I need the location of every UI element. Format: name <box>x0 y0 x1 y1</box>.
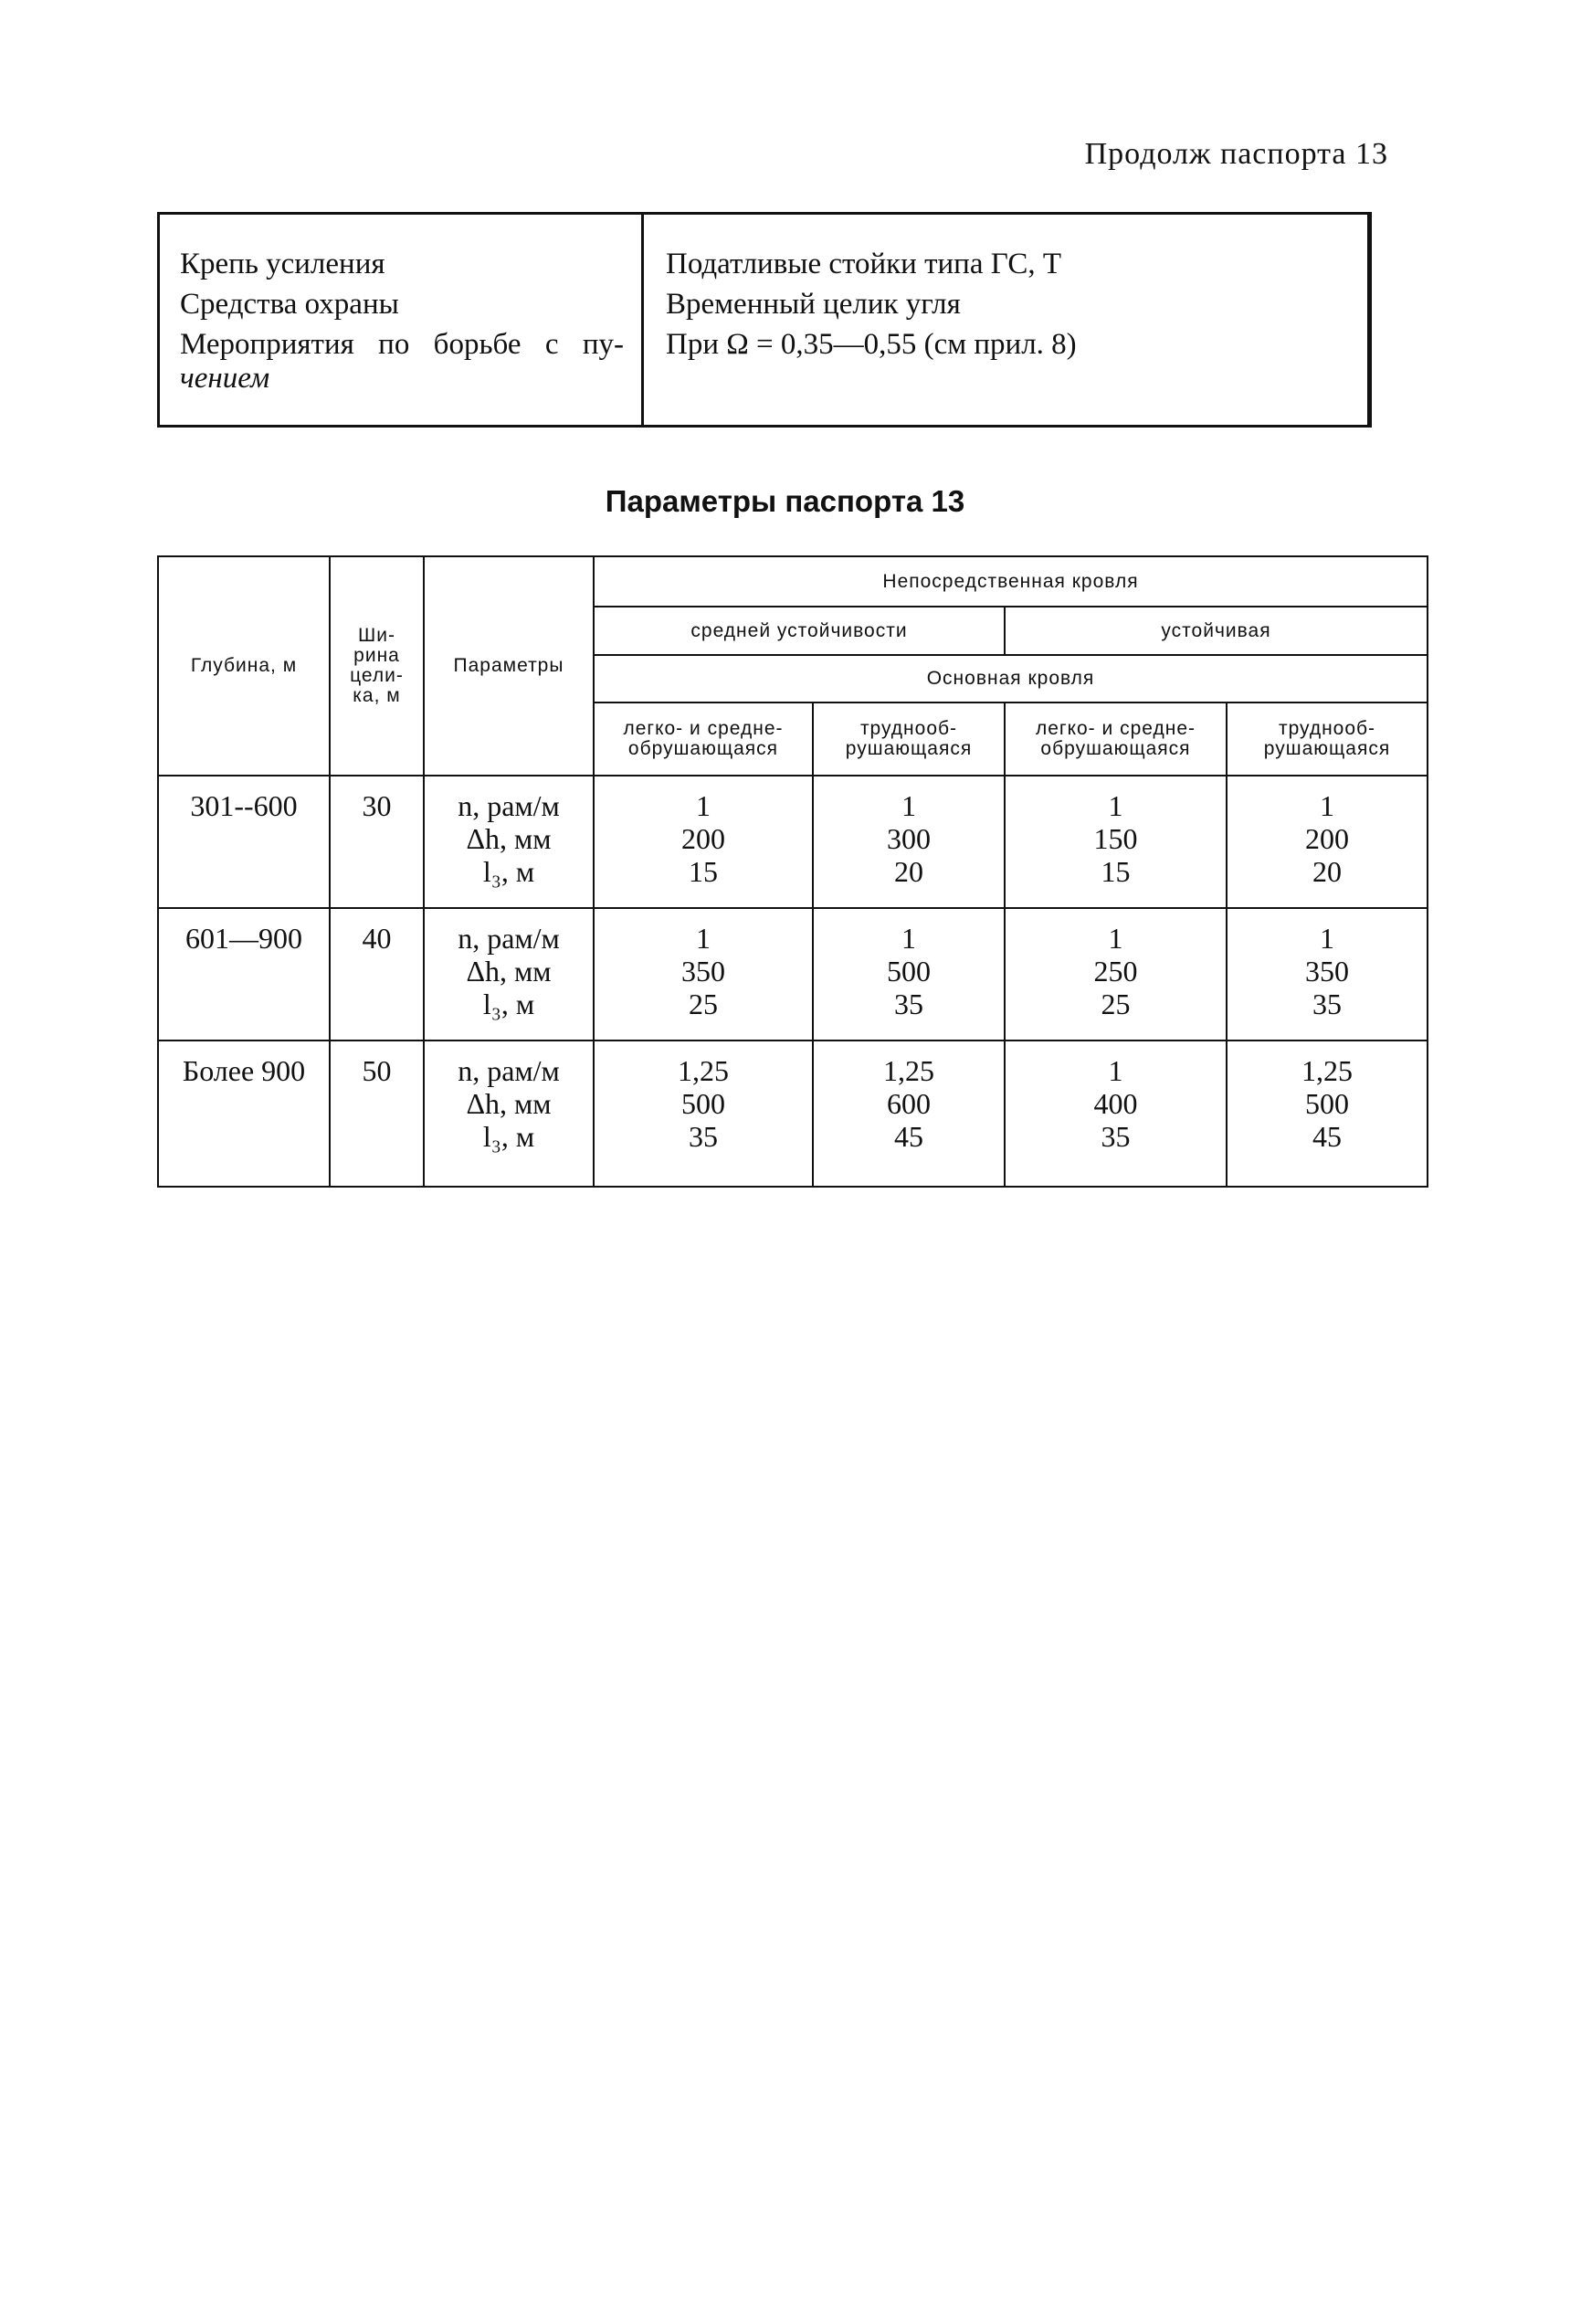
param-l3-label: l₃, м <box>482 988 535 1020</box>
value-cell <box>1005 908 1227 1041</box>
depth-cell: Более 900 <box>158 1041 330 1187</box>
value-cell <box>1227 1041 1428 1187</box>
param-dh-label: Δh, мм <box>466 955 552 988</box>
params-cell <box>424 776 594 908</box>
value-l3: 35 <box>1101 1120 1131 1153</box>
top-table <box>157 212 1372 428</box>
param-dh-label: Δh, мм <box>466 822 552 855</box>
depth-cell: 301--600 <box>158 776 330 908</box>
value-dh: 350 <box>681 955 725 988</box>
param-dh-label: Δh, мм <box>466 1087 552 1120</box>
value-n: 1 <box>1108 1054 1123 1087</box>
header-easy-caving-2: легко- и средне-обрушающаяся <box>1005 702 1227 776</box>
value-cell <box>813 776 1005 908</box>
table-row <box>158 776 1428 908</box>
measures-word-3: борьбе <box>433 328 522 361</box>
width-cell: 50 <box>330 1041 424 1187</box>
param-n-label: n, рам/м <box>458 922 560 955</box>
measures-value: При Ω = 0,35—0,55 (см прил. 8) <box>666 328 1077 361</box>
measures-word-4: с <box>544 328 559 361</box>
param-l3-label: l₃, м <box>482 1120 535 1153</box>
param-n-label: n, рам/м <box>458 789 560 822</box>
table-row <box>158 908 1428 1041</box>
measures-word-5: пу- <box>582 328 624 361</box>
top-table-right-cell <box>644 215 1367 425</box>
value-n: 1 <box>696 789 711 822</box>
header-stable: устойчивая <box>1005 607 1428 655</box>
value-l3: 45 <box>1312 1120 1342 1153</box>
param-n-label: n, рам/м <box>458 1054 560 1087</box>
value-cell <box>594 908 813 1041</box>
measures-word-1: Мероприятия <box>180 328 354 361</box>
section-title: Параметры паспорта 13 <box>605 484 965 518</box>
value-l3: 15 <box>689 855 718 888</box>
value-n: 1 <box>901 789 916 822</box>
value-dh: 500 <box>681 1087 725 1120</box>
value-cell <box>1005 1041 1227 1187</box>
measures-label-line <box>180 324 624 364</box>
value-l3: 35 <box>689 1120 718 1153</box>
header-immediate-roof: Непосредственная кровля <box>594 556 1428 607</box>
value-n: 1,25 <box>883 1054 934 1087</box>
value-cell <box>1227 776 1428 908</box>
header-depth: Глубина, м <box>158 556 330 776</box>
header-note: Продолж паспорта 13 <box>1084 137 1388 171</box>
value-dh: 400 <box>1093 1087 1138 1120</box>
value-n: 1,25 <box>1301 1054 1353 1087</box>
width-cell: 30 <box>330 776 424 908</box>
header-medium-stability: средней устойчивости <box>594 607 1005 655</box>
value-dh: 300 <box>887 822 931 855</box>
depth-cell: 601—900 <box>158 908 330 1041</box>
value-cell <box>594 1041 813 1187</box>
value-cell <box>1005 776 1227 908</box>
header-params: Параметры <box>424 556 594 776</box>
params-cell <box>424 908 594 1041</box>
value-dh: 200 <box>681 822 725 855</box>
header-pillar-width-text: Ши-рина цели-ка, м <box>350 625 404 706</box>
table-row <box>158 1041 1428 1187</box>
value-dh: 150 <box>1093 822 1138 855</box>
value-dh: 500 <box>887 955 931 988</box>
top-table-left-cell <box>160 215 644 425</box>
value-dh: 600 <box>887 1087 931 1120</box>
header-hard-caving-2: труднооб-рушающаяся <box>1227 702 1428 776</box>
params-cell <box>424 1041 594 1187</box>
value-l3: 35 <box>894 988 923 1020</box>
params-table <box>157 555 1428 1188</box>
header-hard-caving-1: труднооб-рушающаяся <box>813 702 1005 776</box>
protection-label: Средства охраны <box>180 288 399 321</box>
reinforcement-label: Крепь усиления <box>180 248 385 280</box>
value-n: 1 <box>1320 789 1334 822</box>
value-l3: 45 <box>894 1120 923 1153</box>
measures-label-cont: чением <box>180 362 270 395</box>
header-easy-caving-1: легко- и средне-обрушающаяся <box>594 702 813 776</box>
value-l3: 20 <box>1312 855 1342 888</box>
value-l3: 35 <box>1312 988 1342 1020</box>
protection-value: Временный целик угля <box>666 288 961 321</box>
measures-word-2: по <box>378 328 410 361</box>
value-cell <box>1227 908 1428 1041</box>
value-n: 1 <box>696 922 711 955</box>
value-dh: 200 <box>1305 822 1349 855</box>
value-cell <box>813 908 1005 1041</box>
value-n: 1 <box>1320 922 1334 955</box>
value-n: 1 <box>1108 922 1123 955</box>
value-n: 1 <box>1108 789 1123 822</box>
value-dh: 350 <box>1305 955 1349 988</box>
param-l3-label: l₃, м <box>482 855 535 888</box>
header-pillar-width <box>330 556 424 776</box>
value-l3: 25 <box>1101 988 1131 1020</box>
value-n: 1 <box>901 922 916 955</box>
value-l3: 25 <box>689 988 718 1020</box>
value-l3: 20 <box>894 855 923 888</box>
value-dh: 500 <box>1305 1087 1349 1120</box>
value-cell <box>813 1041 1005 1187</box>
value-l3: 15 <box>1101 855 1131 888</box>
header-main-roof: Основная кровля <box>594 655 1428 702</box>
value-n: 1,25 <box>678 1054 729 1087</box>
width-cell: 40 <box>330 908 424 1041</box>
value-cell <box>594 776 813 908</box>
value-dh: 250 <box>1093 955 1138 988</box>
reinforcement-value: Податливые стойки типа ГС, Т <box>666 248 1062 280</box>
